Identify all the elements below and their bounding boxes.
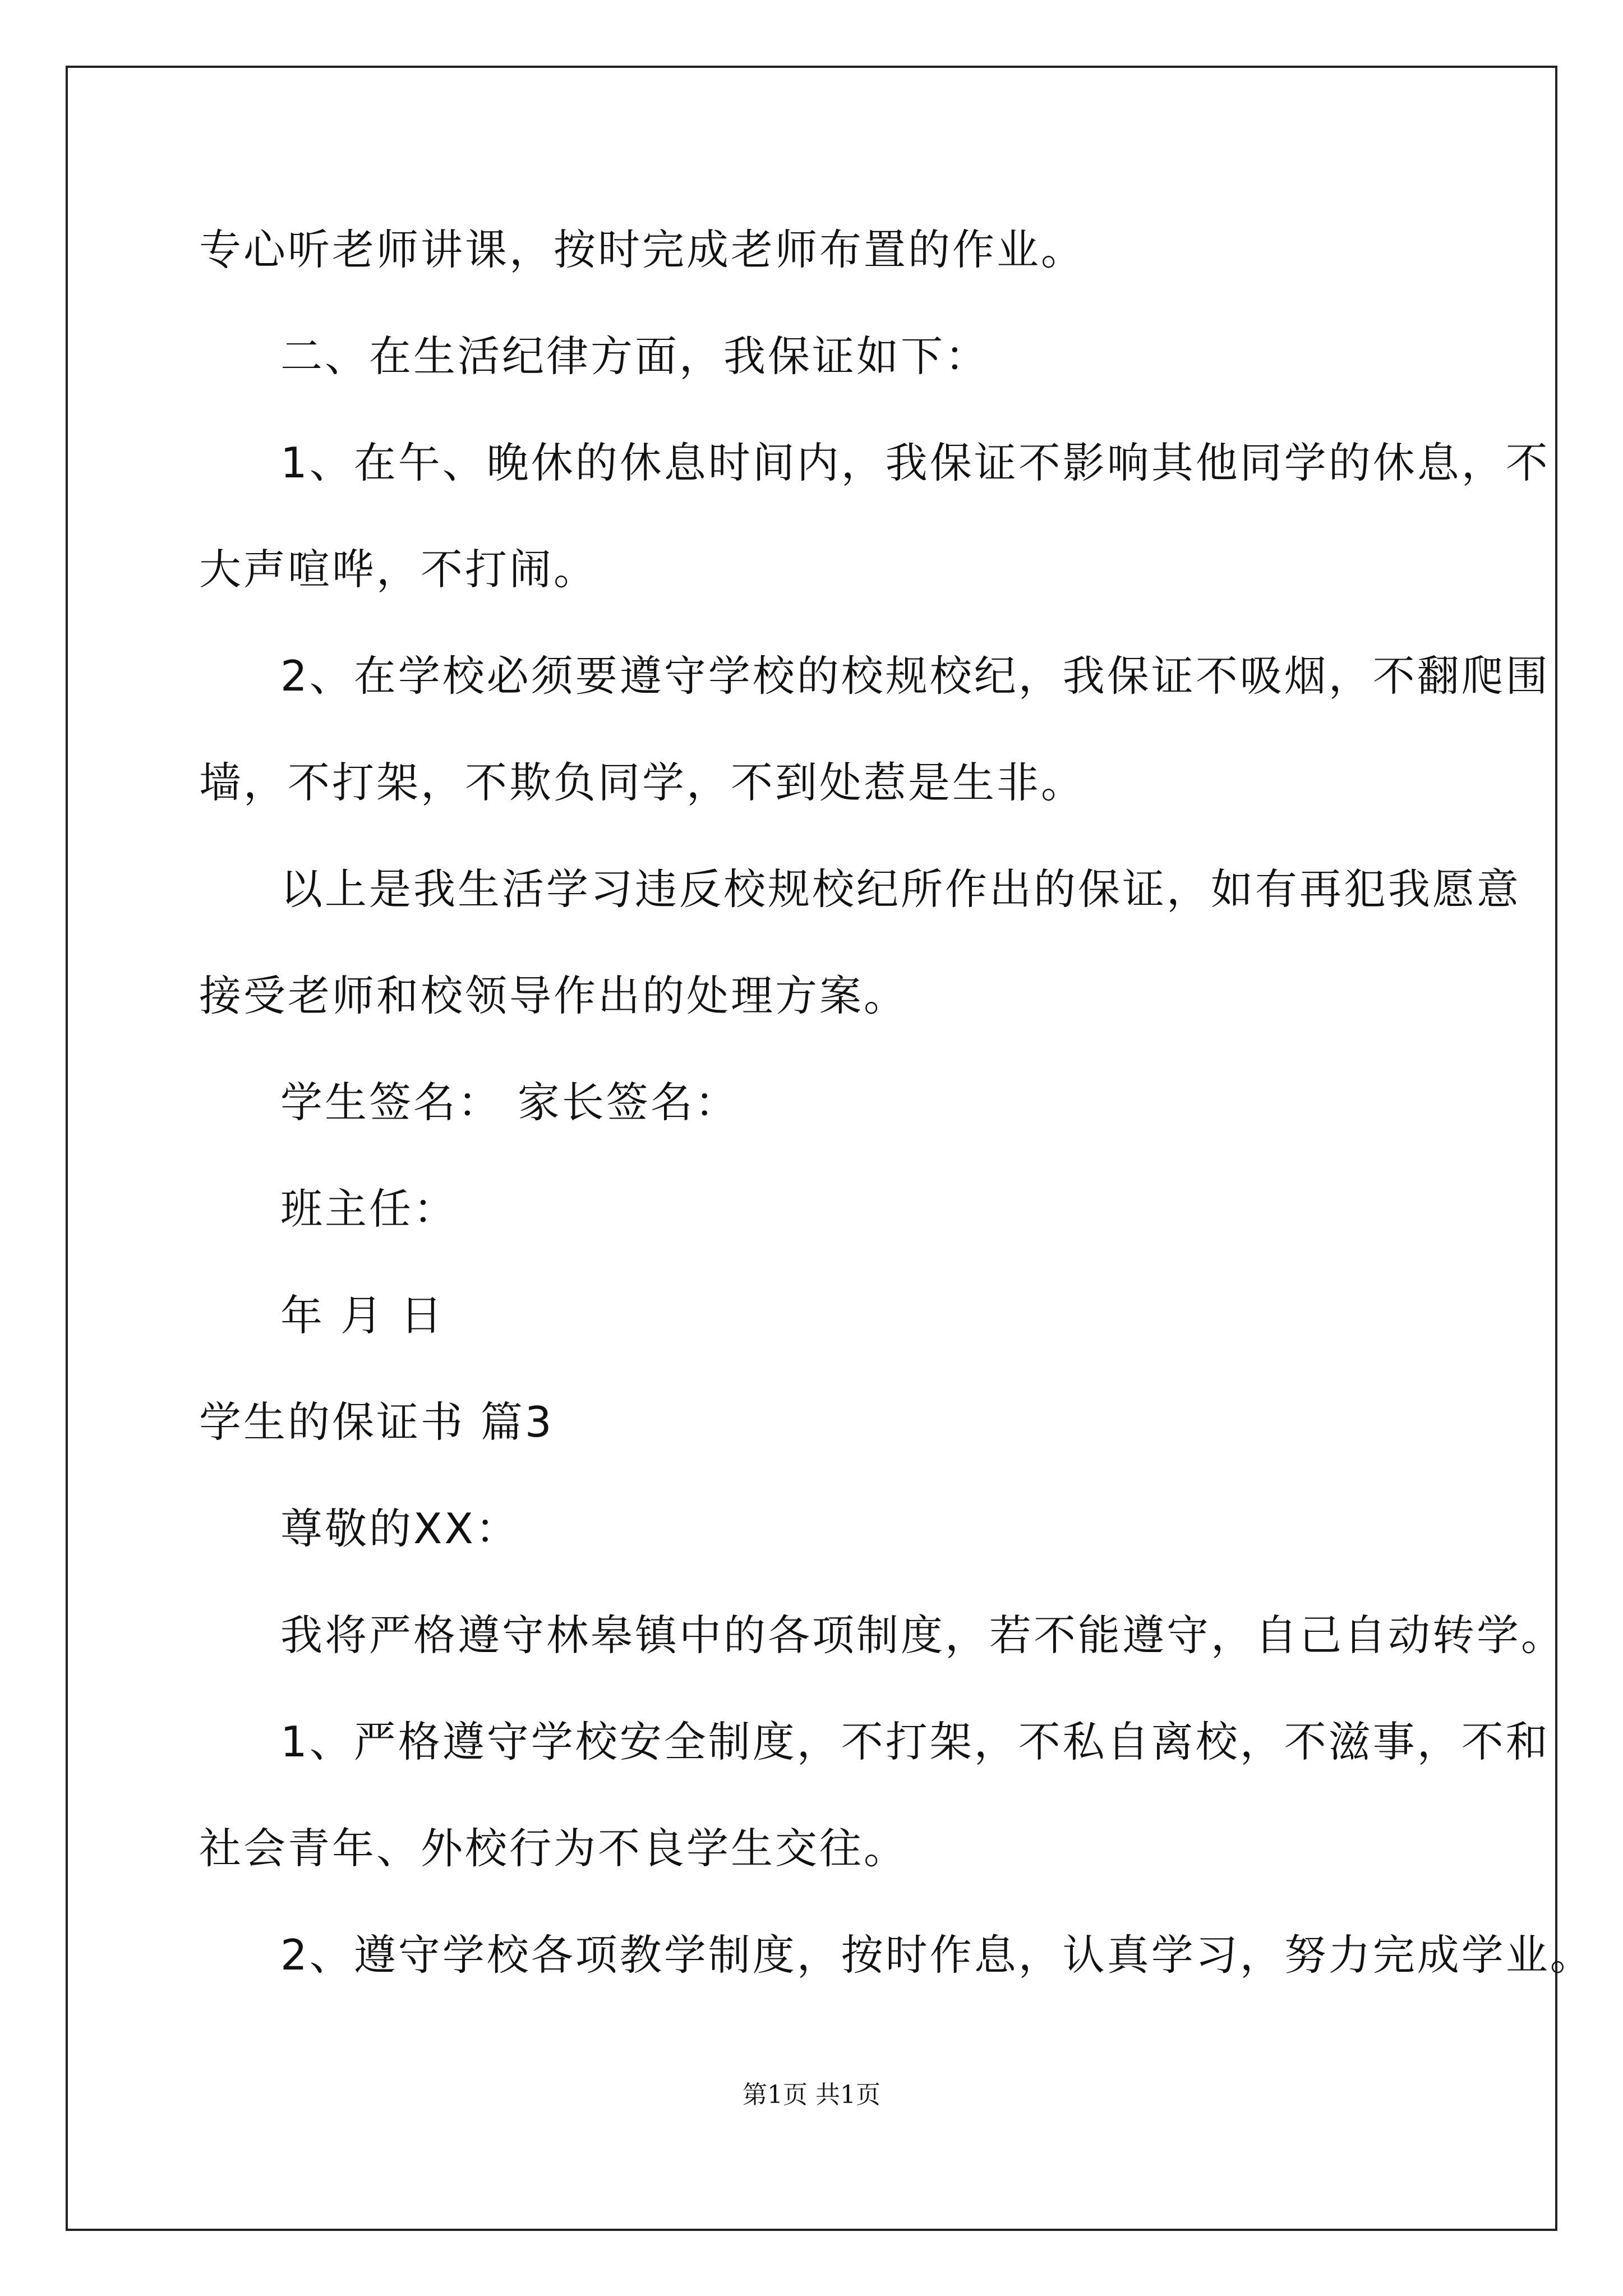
head-teacher-line: 班主任： [280, 1184, 458, 1234]
section-heading: 二、在生活纪律方面，我保证如下： [280, 332, 990, 381]
paragraph-line: 2、遵守学校各项教学制度，按时作息，认真学习，努力完成学业。 [280, 1930, 1594, 1980]
page-number-footer: 第1页 共1页 [743, 2081, 880, 2109]
paragraph-line: 以上是我生活学习违反校规校纪所作出的保证，如有再犯我愿意 [280, 864, 1521, 914]
date-line: 年 月 日 [280, 1291, 445, 1340]
salutation: 尊敬的XX： [280, 1504, 520, 1553]
paragraph-line: 墙，不打架，不欺负同学，不到处惹是生非。 [199, 758, 1086, 807]
paragraph-line: 社会青年、外校行为不良学生交往。 [199, 1824, 909, 1873]
section-title: 学生的保证书 篇3 [199, 1397, 554, 1447]
page-border [66, 66, 1557, 2231]
paragraph-line: 接受老师和校领导作出的处理方案。 [199, 971, 909, 1020]
paragraph-line: 1、严格遵守学校安全制度，不打架，不私自离校，不滋事，不和 [280, 1717, 1550, 1766]
paragraph-line: 专心听老师讲课，按时完成老师布置的作业。 [199, 225, 1086, 274]
paragraph-line: 2、在学校必须要遵守学校的校规校纪，我保证不吸烟，不翻爬围 [280, 651, 1550, 701]
paragraph-line: 大声喧哗，不打闹。 [199, 545, 598, 594]
paragraph-line: 我将严格遵守林皋镇中的各项制度，若不能遵守，自己自动转学。 [280, 1611, 1566, 1660]
paragraph-line: 1、在午、晚休的休息时间内，我保证不影响其他同学的休息，不 [280, 438, 1550, 487]
signature-line: 学生签名： 家长签名： [280, 1078, 739, 1127]
